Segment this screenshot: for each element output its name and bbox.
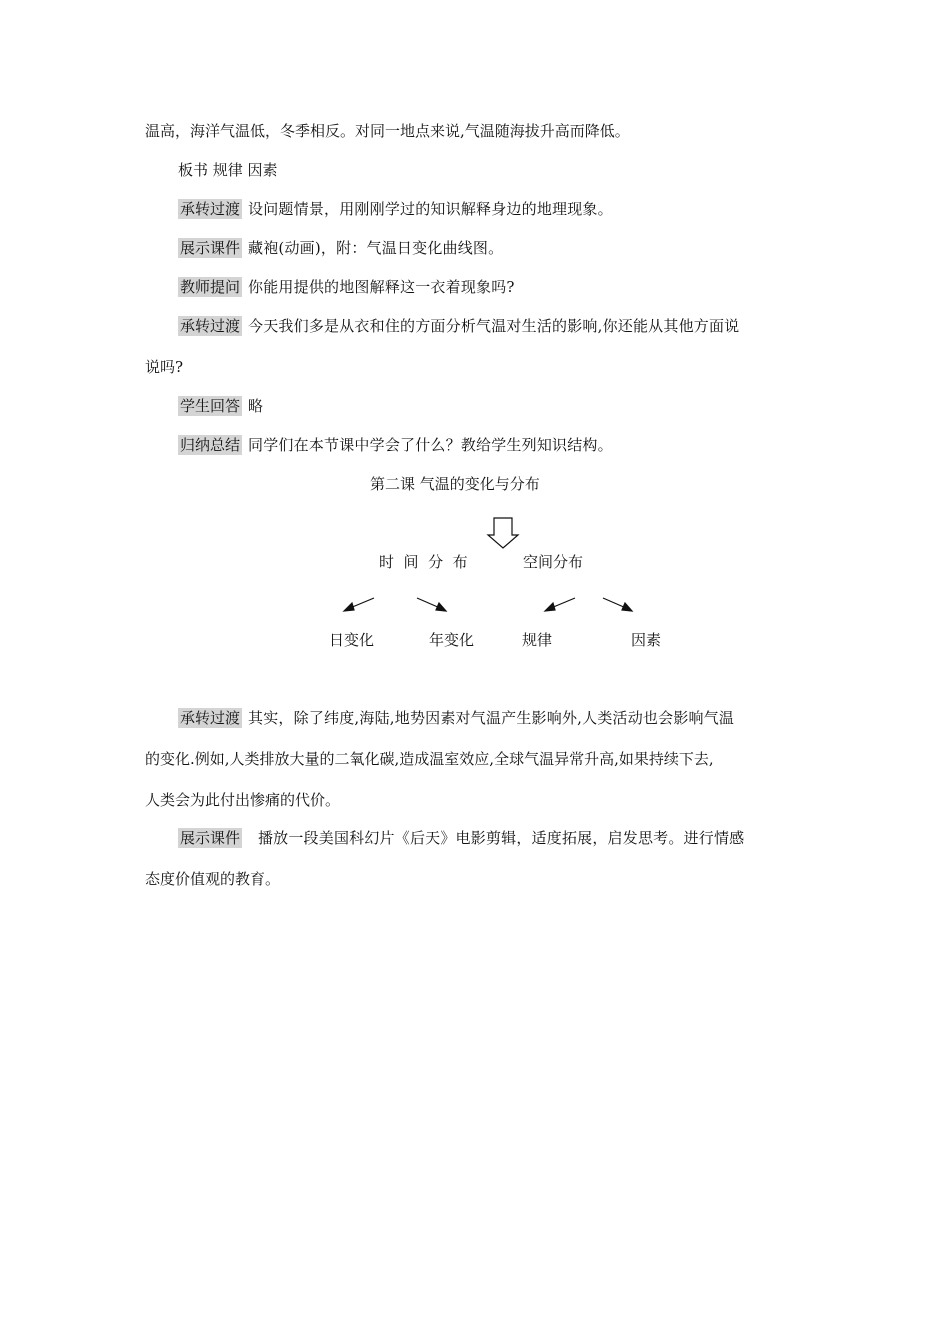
paragraph-continuation: 人类会为此付出惨痛的代价。 (145, 791, 341, 809)
paragraph-text: 同学们在本节课中学会了什么？教给学生列知识结构。 (248, 436, 613, 454)
arrow-line (417, 598, 440, 608)
diagram-leaf: 日变化 (329, 631, 375, 649)
paragraph-text: 设问题情景，用刚刚学过的知识解释身边的地理现象。 (248, 200, 613, 218)
paragraph-text: 藏袍(动画)，附：气温日变化曲线图。 (248, 239, 504, 257)
paragraph-text: 略 (248, 397, 264, 415)
paragraph (178, 276, 515, 298)
arrowhead (436, 603, 446, 611)
diagram-leaf: 年变化 (429, 631, 475, 649)
arrowhead (622, 603, 632, 611)
paragraph (178, 395, 263, 417)
paragraph (178, 434, 613, 456)
paragraph-continuation: 态度价值观的教育。 (145, 870, 281, 888)
paragraph (178, 707, 734, 729)
paragraph-text: 其实，除了纬度,海陆,地势因素对气温产生影响外,人类活动也会影响气温 (248, 709, 735, 727)
paragraph-text: 播放一段美国科幻片《后天》电影剪辑，适度拓展，启发思考。进行情感 (248, 829, 745, 847)
paragraph (178, 827, 744, 849)
paragraph-continuation: 说吗? (145, 358, 184, 376)
paragraph (178, 198, 613, 220)
arrowhead (545, 603, 555, 611)
diagram-title: 第二课 气温的变化与分布 (370, 475, 540, 493)
arrowhead (344, 603, 354, 611)
down-arrow-icon (488, 518, 518, 548)
diagram-leaf: 因素 (631, 631, 662, 649)
label-tag: 学生回答 (180, 397, 241, 415)
paragraph-continuation: 的变化.例如,人类排放大量的二氧化碳,造成温室效应,全球气温异常升高,如果持续下去, (145, 750, 714, 768)
label-tag: 承转过渡 (180, 317, 241, 335)
label-tag: 归纳总结 (180, 436, 241, 454)
text-line: 温高，海洋气温低，冬季相反。对同一地点来说,气温随海拔升高而降低。 (145, 122, 630, 140)
paragraph (178, 315, 739, 337)
label-tag: 展示课件 (180, 829, 241, 847)
label-tag: 承转过渡 (180, 200, 241, 218)
diagram-node-space: 空间分布 (523, 553, 584, 571)
label-tag: 教师提问 (180, 278, 241, 296)
text-line: 板书 规律 因素 (178, 161, 278, 179)
paragraph (178, 237, 503, 259)
label-tag: 承转过渡 (180, 709, 241, 727)
paragraph-text: 今天我们多是从衣和住的方面分析气温对生活的影响,你还能从其他方面说 (248, 317, 740, 335)
diagram-leaf: 规律 (522, 631, 553, 649)
arrow-line (551, 598, 575, 608)
paragraph-text: 你能用提供的地图解释这一衣着现象吗? (248, 278, 515, 296)
diagram-node-time: 时 间 分 布 (379, 553, 468, 571)
arrow-line (350, 598, 374, 608)
label-tag: 展示课件 (180, 239, 241, 257)
arrow-line (603, 598, 626, 608)
